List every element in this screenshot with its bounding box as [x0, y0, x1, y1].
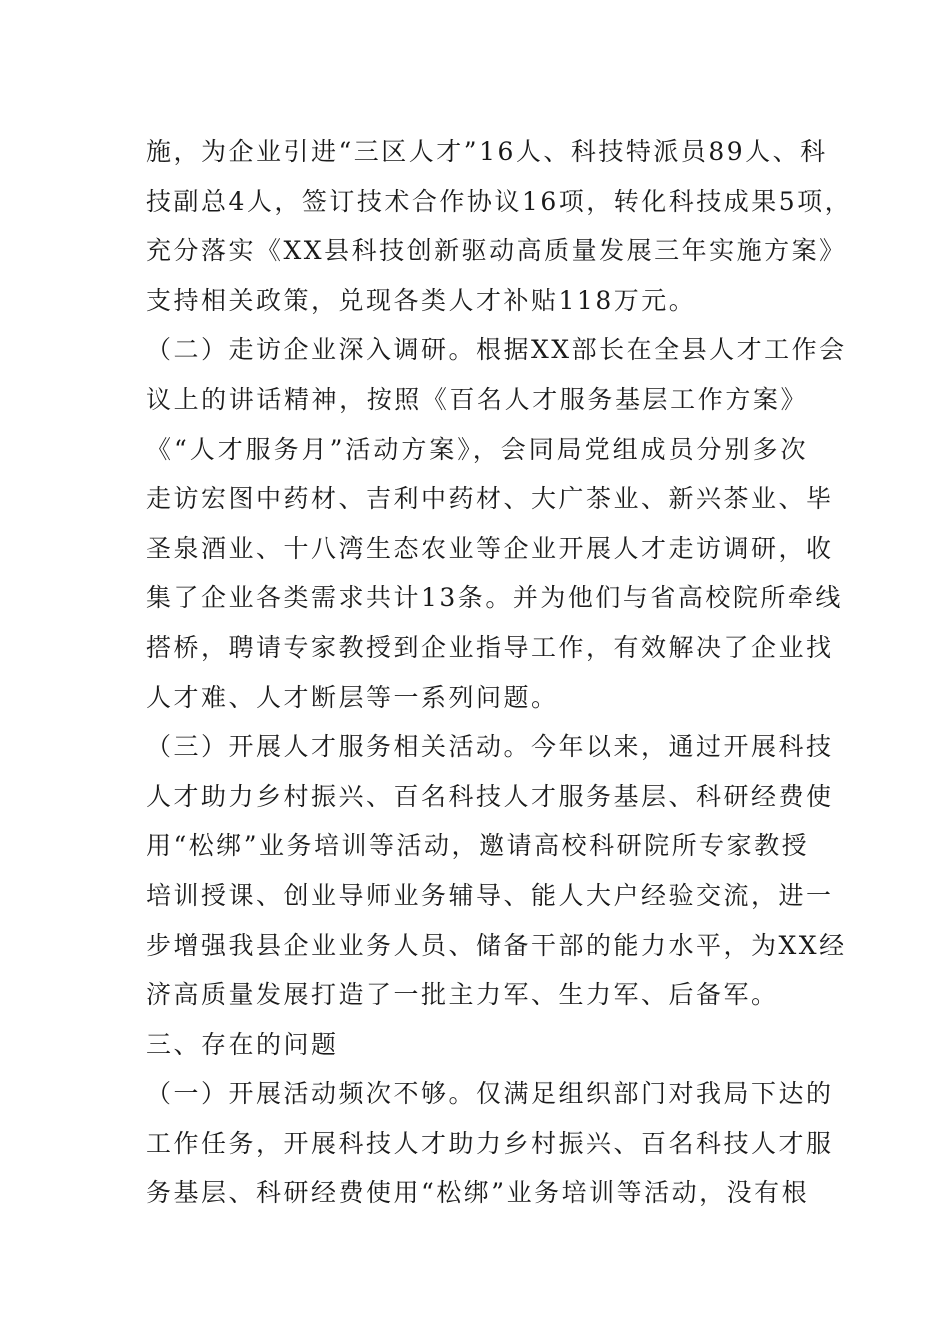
text-line: 培训授课、创业导师业务辅导、能人大户经验交流，进一: [146, 880, 834, 910]
text-line: 用“松绑”业务培训等活动，邀请高校科研院所专家教授: [146, 831, 810, 861]
document-body: [146, 127, 853, 1218]
text-line: 集了企业各类需求共计13条。并为他们与省高校院所牵线: [146, 583, 843, 613]
text-line: 支持相关政策，兑现各类人才补贴118万元。: [146, 285, 697, 315]
text-line: 施，为企业引进“三区人才”16人、科技特派员89人、科: [146, 137, 828, 166]
text-line: （三）开展人才服务相关活动。今年以来，通过开展科技: [146, 732, 834, 762]
text-line: 议上的讲话精神，按照《百名人才服务基层工作方案》: [146, 384, 808, 414]
text-line: 务基层、科研经费使用“松绑”业务培训等活动，没有根: [146, 1178, 810, 1208]
section-heading: 三、存在的问题: [146, 1029, 339, 1059]
text-line: 人才难、人才断层等一系列问题。: [146, 682, 559, 712]
text-line: 技副总4人，签订技术合作协议16项，转化科技成果5项，: [146, 186, 853, 216]
text-line: 济高质量发展打造了一批主力军、生力军、后备军。: [146, 980, 779, 1010]
text-line: 充分落实《XX县科技创新驱动高质量发展三年实施方案》: [146, 236, 847, 266]
text-line: 步增强我县企业业务人员、储备干部的能力水平，为XX经: [146, 930, 847, 960]
text-line: 《“人才服务月”活动方案》，会同局党组成员分别多次: [146, 434, 808, 464]
text-line: 工作任务，开展科技人才助力乡村振兴、百名科技人才服: [146, 1128, 834, 1158]
text-line: （二）走访企业深入调研。根据XX部长在全县人才工作会: [146, 335, 847, 365]
text-line: 人才助力乡村振兴、百名科技人才服务基层、科研经费使: [146, 781, 834, 811]
text-line: 圣泉酒业、十八湾生态农业等企业开展人才走访调研，收: [146, 533, 834, 563]
text-line: 走访宏图中药材、吉利中药材、大广茶业、新兴茶业、毕: [146, 484, 834, 514]
text-line: （一）开展活动频次不够。仅满足组织部门对我局下达的: [146, 1079, 834, 1109]
text-line: 搭桥，聘请专家教授到企业指导工作，有效解决了企业找: [146, 632, 834, 662]
